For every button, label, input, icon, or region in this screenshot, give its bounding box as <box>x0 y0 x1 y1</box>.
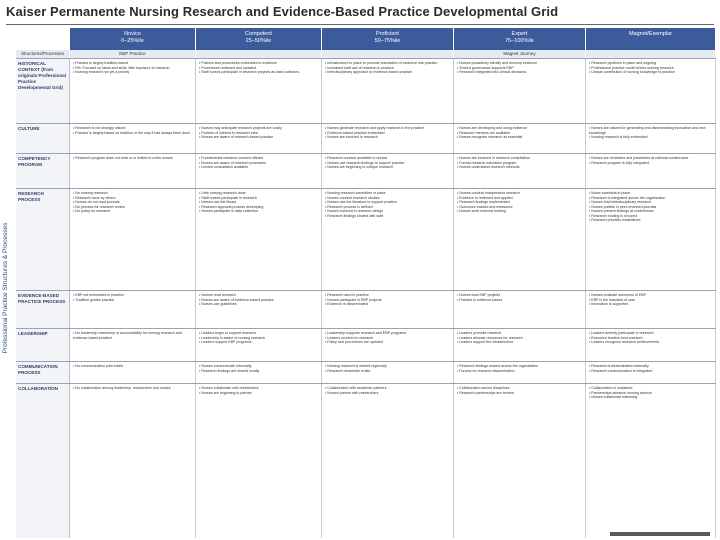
grid-cell <box>70 59 196 123</box>
cell-bullet: • Research approval process developing <box>199 205 318 210</box>
grid-cell <box>454 362 586 383</box>
subheader-ebp: EBP Practice <box>70 50 196 58</box>
stage-header-expert <box>454 28 586 50</box>
cell-bullet: • Research mentors are available <box>457 131 582 136</box>
grid-cell <box>454 59 586 123</box>
grid-cell <box>454 384 586 538</box>
stage-name: Competent <box>245 31 272 37</box>
cell-bullet: • Practice is largely based on tradition or the way it has always been done <box>73 131 192 136</box>
cell-bullet: • Outcomes tracked and measured <box>457 205 582 210</box>
grid-cell <box>322 329 454 361</box>
cell-bullet: • Nurses conduct independent research <box>457 191 582 196</box>
title-divider <box>6 24 714 25</box>
cell-bullet: • No process for research review <box>73 205 192 210</box>
cell-bullet: • Nurses generate research and apply research to the practice <box>325 126 450 131</box>
cell-bullet: • Research pipelines in place and ongoing <box>589 61 712 66</box>
row-label: LEADERSHIP <box>16 329 70 361</box>
cell-bullet: • RN: Focused on tasks and skills; little exposure to research <box>73 66 192 71</box>
grid-cell <box>70 362 196 383</box>
cell-bullet: • Research process is defined <box>325 205 450 210</box>
stage-name: Expert <box>511 31 528 37</box>
stage-header-magnet <box>586 28 716 50</box>
cell-bullet: • Leaders actively participate in research <box>589 331 712 336</box>
grid-row <box>16 123 716 153</box>
cell-bullet: • Research communication is integrated <box>589 369 712 374</box>
cell-bullet: • Research is integrated across the organization <box>589 196 712 201</box>
cell-bullet: • Research newsletter exists <box>325 369 450 374</box>
stage-range: 0–25%ile <box>121 38 144 44</box>
grid-cell <box>196 291 322 328</box>
cell-bullet: • Innovation is supported <box>589 302 712 307</box>
grid-cell <box>70 154 196 188</box>
cell-bullet: • Nurses partner with researchers <box>325 391 450 396</box>
cell-bullet: • Forums for research dissemination <box>457 369 582 374</box>
cell-bullet: • Nurses lead interdisciplinary research <box>589 200 712 205</box>
cell-bullet: • Nurses are valued for generating and disseminating innovation and new knowledge <box>589 126 712 135</box>
cell-bullet: • Research is disseminated externally <box>589 364 712 369</box>
cell-bullet: • Nurses lead EBP projects <box>457 293 582 298</box>
stage-name: Magnet/Exemplar <box>628 31 673 37</box>
cell-bullet: • Research program is fully integrated <box>589 161 712 166</box>
cell-bullet: • Partnerships advance nursing science <box>589 391 712 396</box>
cell-bullet: • Nurses use the literature to support practice <box>325 200 450 205</box>
cell-bullet: • Nurses are aware of evidence-based practice <box>199 298 318 303</box>
cell-bullet: • Research findings shared across the organization <box>457 364 582 369</box>
cell-bullet: • Nurses conduct research studies <box>325 196 450 201</box>
cell-bullet: • Increased staff use of research in practice <box>325 66 450 71</box>
grid-cell <box>586 154 716 188</box>
grid-cell <box>70 189 196 290</box>
cell-bullet: • Evidence is disseminated <box>325 302 450 307</box>
row-label: HISTORICAL CONTEXT (from originals Professional Practice Developmental Grid) <box>16 59 70 123</box>
grid-cell <box>322 362 454 383</box>
cell-bullet: • Leaders support the infrastructure <box>457 340 582 345</box>
cell-bullet: • Leaders support EBP programs <box>199 340 318 345</box>
cell-bullet: • Nurses collaborate with researchers <box>199 386 318 391</box>
cell-bullet: • Research findings shared with staff <box>325 214 450 219</box>
cell-bullet: • Nurses publish in peer-reviewed journals <box>589 205 712 210</box>
cell-bullet: • Leaders allocate resources for research <box>457 336 582 341</box>
grid-cell <box>196 362 322 383</box>
stage-header-competent <box>196 28 322 50</box>
cell-bullet: • Shared governance supports EBP <box>457 66 582 71</box>
grid-cell <box>322 291 454 328</box>
grid-row <box>16 361 716 383</box>
page-title: Kaiser Permanente Nursing Research and Evidence-Based Practice Developmental Grid <box>6 4 559 19</box>
cell-bullet: • Practice is largely tradition-based <box>73 61 192 66</box>
cell-bullet: • Nurses participate in data collection <box>199 209 318 214</box>
stage-header-proficient <box>322 28 454 50</box>
cell-bullet: • Research program does not exist or is limited to a few nurses <box>73 156 192 161</box>
cell-bullet: • Research findings are shared locally <box>199 369 318 374</box>
cell-bullet: • Nurses read research <box>199 293 318 298</box>
cell-bullet: • Formal research education program <box>457 161 582 166</box>
cell-bullet: • Nursing research is fully embedded <box>589 135 712 140</box>
stage-range: 25–50%ile <box>245 38 272 44</box>
grid-cell <box>196 124 322 153</box>
cell-bullet: • Procedures reviewed and updated <box>199 66 318 71</box>
stage-name: Proficient <box>376 31 399 37</box>
side-label: Professional Practice Structures & Processes <box>2 222 9 354</box>
cell-bullet: • Executive leaders fund research <box>589 336 712 341</box>
grid-cell <box>70 384 196 538</box>
cell-bullet: • Nurses are developing and using evidence <box>457 126 582 131</box>
cell-bullet: • Nurses use the library <box>199 200 318 205</box>
cell-bullet: • Nurse scientists in place <box>589 191 712 196</box>
row-label: COLLABORATION <box>16 384 70 538</box>
grid-cell <box>196 154 322 188</box>
grid-cell <box>70 329 196 361</box>
developmental-grid <box>16 28 716 538</box>
cell-bullet: • No communication plan exists <box>73 364 192 369</box>
cell-bullet: • Policy and procedures are updated <box>325 340 450 345</box>
cell-bullet: • Leaders promote research <box>457 331 582 336</box>
grid-cell <box>196 384 322 538</box>
cell-bullet: • Nurses are reviewers and presenters at national conferences <box>589 156 712 161</box>
cell-bullet: • Infrastructure in place to promote translation of evidence into practice <box>325 61 450 66</box>
row-label: EVIDENCE-BASED PRACTICE PROCESS <box>16 291 70 328</box>
cell-bullet: • Nurses seek external funding <box>457 209 582 214</box>
row-label: CULTURE <box>16 124 70 153</box>
cell-bullet: • Nurses participate in EBP projects <box>325 298 450 303</box>
row-label: COMPETENCY PROGRAM <box>16 154 70 188</box>
grid-cell <box>454 189 586 290</box>
cell-bullet: • Research findings implemented <box>457 200 582 205</box>
cell-bullet: • Staff nurses participate in research <box>199 196 318 201</box>
grid-row <box>16 58 716 123</box>
grid-cell <box>454 291 586 328</box>
cell-bullet: • Fundamental research courses offered <box>199 156 318 161</box>
cell-bullet: • Leadership supports research and EBP programs <box>325 331 450 336</box>
subheader-blank <box>586 50 716 58</box>
cell-bullet: • Policies and procedures embedded in evidence <box>199 61 318 66</box>
footer-bar <box>610 532 710 536</box>
grid-cell <box>586 124 716 153</box>
cell-bullet: • Research partnerships are formed <box>457 391 582 396</box>
cell-bullet: • Nurses are involved in research <box>325 135 450 140</box>
cell-bullet: • Nurses are aware of research processes <box>199 161 318 166</box>
cell-bullet: • Pockets of interest in research exist <box>199 131 318 136</box>
grid-cell <box>454 124 586 153</box>
cell-bullet: • No collaboration among leadership, researchers and nurses <box>73 386 192 391</box>
cell-bullet: • Research used in practice <box>325 293 450 298</box>
cell-bullet: • Nurses may anticipate research projects are costly <box>199 126 318 131</box>
grid-row <box>16 188 716 290</box>
cell-bullet: • Little nursing research done <box>199 191 318 196</box>
cell-bullet: • Leadership is aware of nursing research <box>199 336 318 341</box>
grid-row <box>16 328 716 361</box>
cell-bullet: • Nurses evaluate outcomes of EBP <box>589 293 712 298</box>
grid-cell <box>322 154 454 188</box>
grid-cell <box>322 384 454 538</box>
stage-name: Novice <box>124 31 141 37</box>
cell-bullet: • Research done by others <box>73 196 192 201</box>
grid-cell <box>586 329 716 361</box>
grid-cell <box>322 124 454 153</box>
cell-bullet: • Nurses are beginning to partner <box>199 391 318 396</box>
side-label-container <box>2 40 14 536</box>
grid-cell <box>70 291 196 328</box>
cell-bullet: • Evidence is reviewed and applied <box>457 196 582 201</box>
cell-bullet: • Research courses available to nurses <box>325 156 450 161</box>
grid-cell <box>322 59 454 123</box>
grid-row <box>16 153 716 188</box>
grid-cell <box>454 329 586 361</box>
grid-cell <box>586 362 716 383</box>
cell-bullet: • Nursing research committee in place <box>325 191 450 196</box>
cell-bullet: • Nurses do not read journals <box>73 200 192 205</box>
cell-bullet: • Nurses use research findings to support practice <box>325 161 450 166</box>
cell-bullet: • Unique contribution of nursing knowledge to practice <box>589 70 712 75</box>
cell-bullet: • EBP is the standard of care <box>589 298 712 303</box>
grid-row <box>16 290 716 328</box>
grid-cell <box>454 154 586 188</box>
cell-bullet: • Nursing research is shared regionally <box>325 364 450 369</box>
cell-bullet: • Limited consultation available <box>199 165 318 170</box>
cell-bullet: • Nurses are beginning to critique research <box>325 165 450 170</box>
subheader-blank <box>322 50 454 58</box>
cell-bullet: • Tradition guides practice <box>73 298 192 303</box>
grid-cell <box>586 189 716 290</box>
cell-bullet: • Research priorities established <box>589 218 712 223</box>
cell-bullet: • Staff nurses participate in research projects as data collectors <box>199 70 318 75</box>
subheader-blank <box>196 50 322 58</box>
cell-bullet: • Collaboration with academic partners <box>325 386 450 391</box>
grid-cell <box>586 384 716 538</box>
grid-cell <box>70 124 196 153</box>
grid-row <box>16 383 716 538</box>
cell-bullet: • No nursing research <box>73 191 192 196</box>
subheader-structures: Structures/Processes <box>16 50 70 58</box>
cell-bullet: • EBP not embedded in practice <box>73 293 192 298</box>
grid-cell <box>196 329 322 361</box>
grid-cell <box>196 189 322 290</box>
cell-bullet: • Evidence-based practice embedded <box>325 131 450 136</box>
grid-cell <box>322 189 454 290</box>
cell-bullet: • Nurses are aware of research-based practice <box>199 135 318 140</box>
cell-bullet: • No leadership ownership or accountability for nursing research and evidence-based practice <box>73 331 192 340</box>
cell-bullet: • Research is not strongly valued <box>73 126 192 131</box>
stage-range: 75–100%ile <box>505 38 534 44</box>
grid-cell <box>586 59 716 123</box>
cell-bullet: • Leaders begin to support research <box>199 331 318 336</box>
subheader-magnet: Magnet Journey <box>454 50 586 58</box>
cell-bullet: • Nursing research not yet a priority <box>73 70 192 75</box>
row-label: RESEARCH PROCESS <box>16 189 70 290</box>
cell-bullet: • Nurses understand research methods <box>457 165 582 170</box>
grid-cell <box>586 291 716 328</box>
cell-bullet: • Nurses present findings at conferences <box>589 209 712 214</box>
cell-bullet: • Nurses recognize research as essential <box>457 135 582 140</box>
stage-header-novice <box>70 28 196 50</box>
cell-bullet: • Interdisciplinary approach to evidence-based practice <box>325 70 450 75</box>
cell-bullet: • Collaboration is sustained <box>589 386 712 391</box>
cell-bullet: • Nurses communicate informally <box>199 364 318 369</box>
grid-cell <box>196 59 322 123</box>
cell-bullet: • Nurses are involved in research consultation <box>457 156 582 161</box>
cell-bullet: • Nurses collaborate nationally <box>589 395 712 400</box>
cell-bullet: • No policy for research <box>73 209 192 214</box>
cell-bullet: • Professional practice model drives nursing research <box>589 66 712 71</box>
cell-bullet: • Research integrated into clinical decisions <box>457 70 582 75</box>
cell-bullet: • Leaders involved in research <box>325 336 450 341</box>
cell-bullet: • Collaboration across disciplines <box>457 386 582 391</box>
cell-bullet: • Nurses use guidelines <box>199 302 318 307</box>
row-label: COMMUNICATION PROCESS <box>16 362 70 383</box>
cell-bullet: • Research funding is secured <box>589 214 712 219</box>
cell-bullet: • Leaders recognize research achievements <box>589 340 712 345</box>
cell-bullet: • Nurses proactively identify and develop evidence <box>457 61 582 66</box>
cell-bullet: • Nurses involved in research design <box>325 209 450 214</box>
cell-bullet: • Practice is evidence-based <box>457 298 582 303</box>
stage-range: 50–75%ile <box>374 38 401 44</box>
